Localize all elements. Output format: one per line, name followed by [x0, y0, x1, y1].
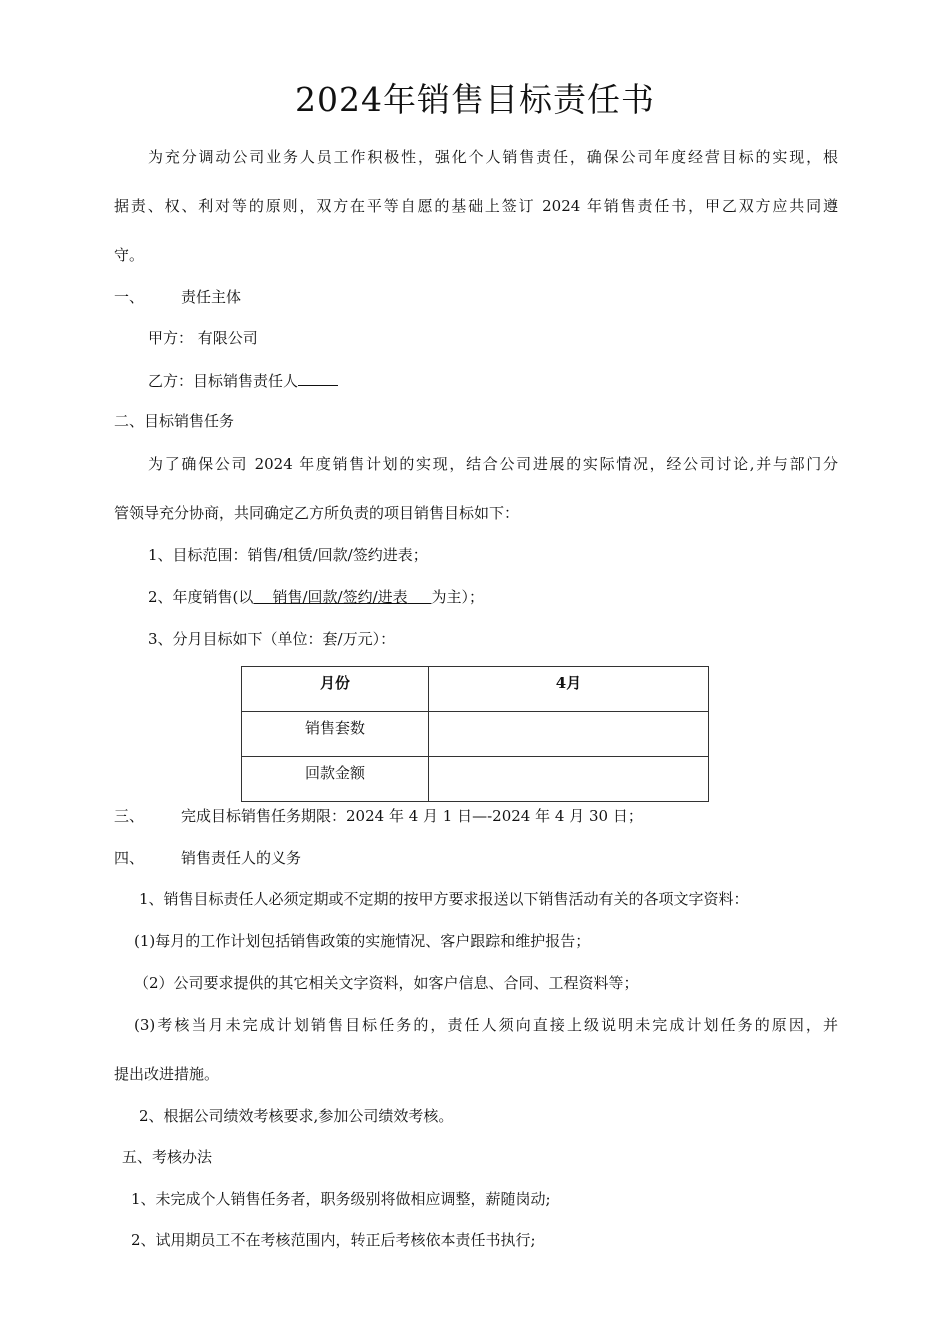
- duty-sub-3-line-2: 提出改进措施。: [114, 1065, 220, 1083]
- section1-heading: 责任主体: [181, 288, 242, 306]
- target-item-2: [148, 587, 484, 607]
- table-header-row: [242, 667, 709, 712]
- section3-number: 三、: [114, 807, 145, 825]
- section1-number: 一、: [114, 288, 145, 306]
- intro-line-2: 据责、权、利对等的原则，双方在平等自愿的基础上签订 2024 年销售责任书，甲乙双方应共同遵: [114, 197, 838, 215]
- section2-heading: 二、目标销售任务: [114, 412, 235, 430]
- target-item-2-underlined: 销售/回款/签约/进表: [272, 588, 408, 606]
- table-row: [242, 712, 709, 757]
- row-label-cell: 销售套数: [242, 712, 429, 757]
- row-value-cell[interactable]: [429, 712, 709, 757]
- monthly-target-table: [241, 666, 709, 802]
- target-item-2-prefix: 2、年度销售(以: [148, 588, 254, 606]
- intro-line-3: 守。: [114, 246, 145, 264]
- section4-heading: 销售责任人的义务: [181, 849, 302, 867]
- assessment-item-2: 2、试用期员工不在考核范围内，转正后考核依本责任书执行;: [131, 1231, 536, 1249]
- section2-para-line-1: 为了确保公司 2024 年度销售计划的实现，结合公司进展的实际情况，经公司讨论,并与部门分: [148, 455, 838, 473]
- assessment-item-1: 1、未完成个人销售任务者，职务级别将做相应调整，薪随岗动;: [131, 1190, 551, 1208]
- intro-line-1: 为充分调动公司业务人员工作积极性，强化个人销售责任，确保公司年度经营目标的实现，根: [148, 148, 838, 166]
- section3-text: 完成目标销售任务期限：2024 年 4 月 1 日—-2024 年 4 月 30 日；: [181, 807, 643, 825]
- header-value-cell: 4月: [429, 667, 709, 712]
- party-a: 甲方： 有限公司: [148, 329, 258, 347]
- section2-para-line-2: 管领导充分协商，共同确定乙方所负责的项目销售目标如下：: [114, 504, 520, 522]
- target-item-1: 1、目标范围：销售/租赁/回款/签约进表；: [148, 546, 428, 564]
- duty-sub-2: （2）公司要求提供的其它相关文字资料，如客户信息、合同、工程资料等；: [134, 974, 639, 992]
- target-item-3: 3、分月目标如下（单位：套/万元）：: [148, 630, 396, 648]
- row-label-cell: 回款金额: [242, 757, 429, 802]
- header-month-cell: 月份: [242, 667, 429, 712]
- party-b-line: [148, 370, 338, 391]
- duty-item-1: 1、销售目标责任人必须定期或不定期的按甲方要求报送以下销售活动有关的各项文字资料：: [139, 890, 749, 908]
- section5-heading: 五、考核办法: [122, 1148, 213, 1166]
- party-b: 乙方：目标销售责任人: [148, 372, 299, 390]
- target-item-2-suffix: 为主）；: [431, 588, 485, 606]
- duty-sub-3-line-1: (3)考核当月未完成计划销售目标任务的，责任人须向直接上级说明未完成计划任务的原因，并: [134, 1016, 838, 1034]
- row-value-cell[interactable]: [429, 757, 709, 802]
- duty-item-2: 2、根据公司绩效考核要求,参加公司绩效考核。: [139, 1107, 454, 1125]
- document-title: 2024年销售目标责任书: [295, 80, 655, 119]
- signature-blank: [298, 370, 338, 386]
- duty-sub-1: (1)每月的工作计划包括销售政策的实施情况、客户跟踪和维护报告；: [134, 932, 591, 950]
- section4-number: 四、: [114, 849, 145, 867]
- table-row: [242, 757, 709, 802]
